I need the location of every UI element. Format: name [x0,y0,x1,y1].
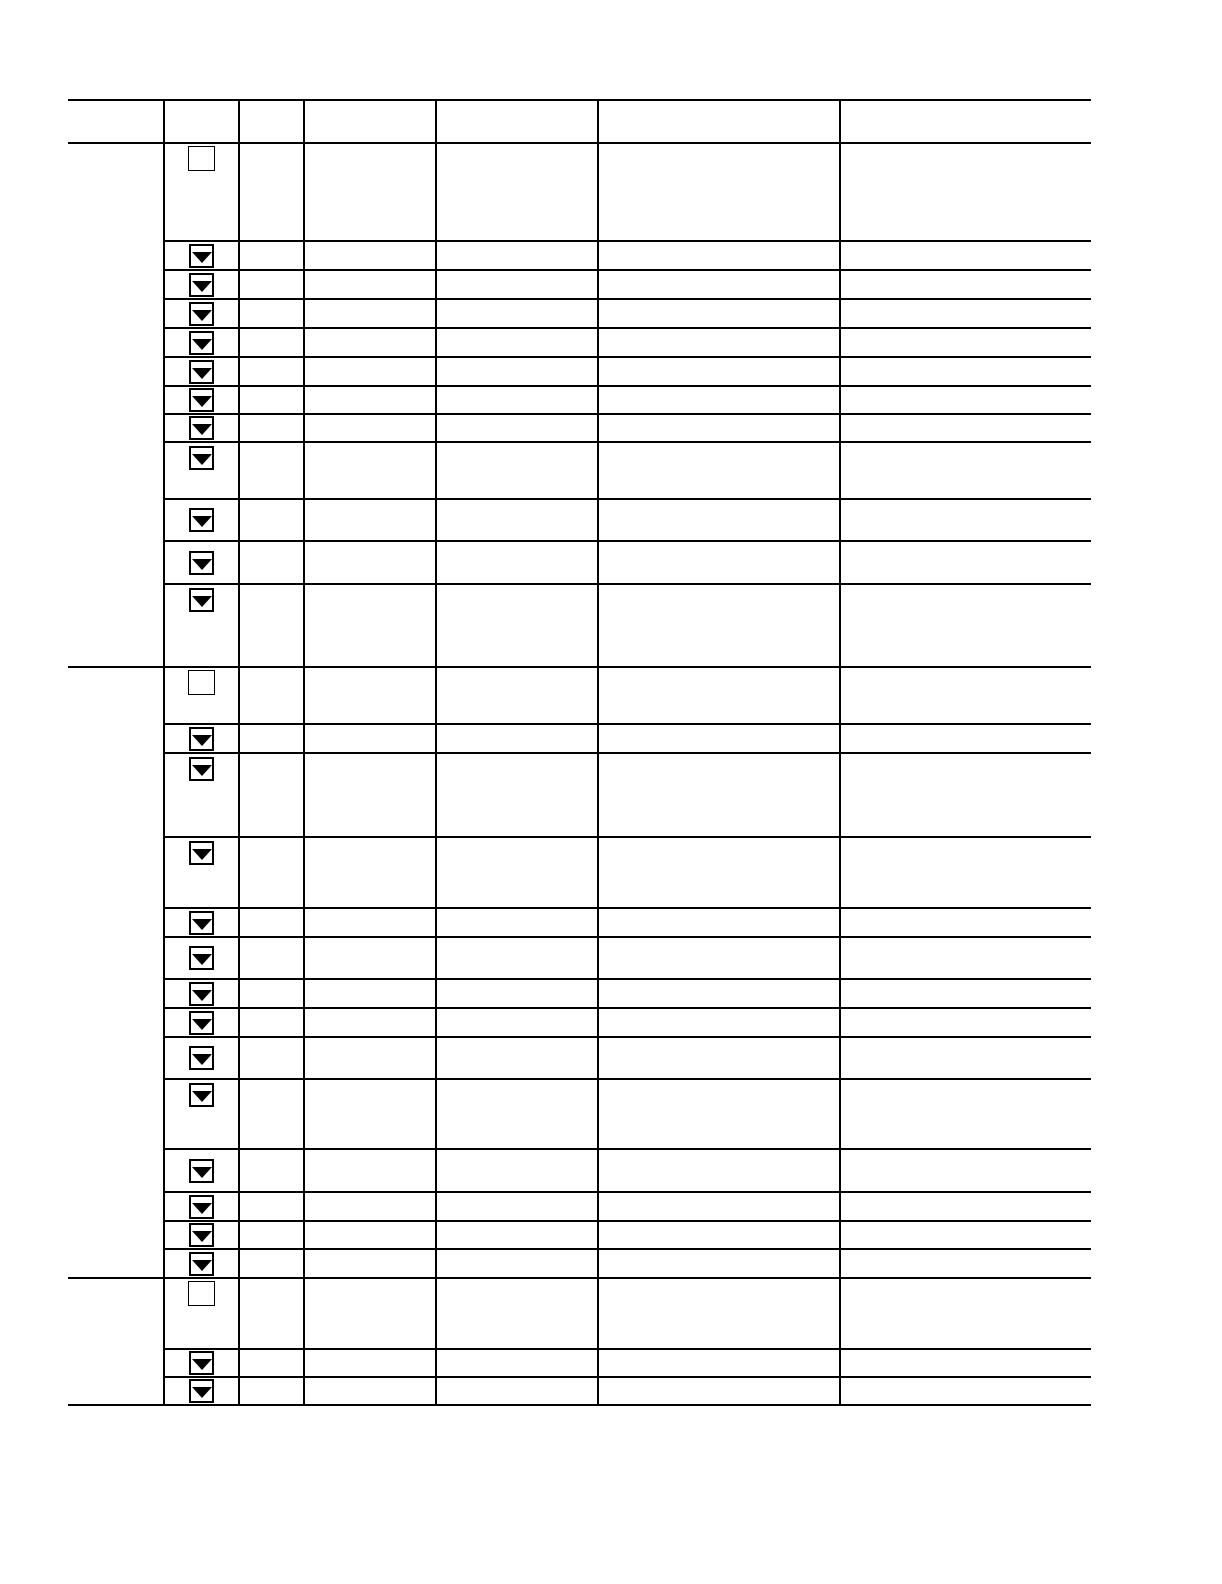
row-dropdown-button[interactable] [189,360,214,384]
table-cell[interactable] [308,446,432,495]
table-cell[interactable] [440,841,594,904]
table-cell[interactable] [844,446,1087,495]
row-dropdown-button[interactable] [189,1351,214,1375]
table-cell[interactable] [602,1196,836,1217]
table-cell[interactable] [440,671,594,720]
row-dropdown-button[interactable] [189,1083,214,1107]
table-cell[interactable] [243,1353,300,1373]
table-cell[interactable] [308,503,432,537]
table-cell[interactable] [602,671,836,720]
table-cell[interactable] [440,1381,594,1401]
table-cell[interactable] [602,757,836,833]
table-cell[interactable] [308,1041,432,1075]
table-cell[interactable] [308,1225,432,1245]
table-cell[interactable] [440,1253,594,1274]
table-cell[interactable] [844,1041,1087,1075]
table-cell[interactable] [844,274,1087,295]
table-cell[interactable] [243,757,300,833]
table-cell[interactable] [308,390,432,410]
table-cell[interactable] [440,418,594,438]
table-cell[interactable] [602,390,836,410]
table-cell[interactable] [602,728,836,749]
table-cell[interactable] [440,545,594,580]
table-cell[interactable] [440,1153,594,1188]
table-cell[interactable] [243,1041,300,1075]
table-cell[interactable] [844,245,1087,266]
table-cell[interactable] [308,1381,432,1401]
table-cell[interactable] [308,1253,432,1274]
table-cell[interactable] [308,1353,432,1373]
table-cell[interactable] [602,1381,836,1401]
row-dropdown-button[interactable] [189,757,214,781]
table-cell[interactable] [243,1282,300,1345]
table-cell[interactable] [308,361,432,382]
table-cell[interactable] [440,332,594,353]
table-cell[interactable] [308,757,432,833]
table-cell[interactable] [243,274,300,295]
table-cell[interactable] [308,332,432,353]
table-cell[interactable] [844,418,1087,438]
table-cell[interactable] [243,1012,300,1033]
table-bottom-rule [68,1404,1091,1406]
row-dropdown-button[interactable] [189,508,214,532]
table-cell[interactable] [844,1381,1087,1401]
table-cell[interactable] [844,941,1087,975]
table-cell[interactable] [243,1083,300,1145]
table-cell[interactable] [243,912,300,933]
table-cell[interactable] [243,983,300,1004]
table-cell[interactable] [602,503,836,537]
table-cell[interactable] [602,361,836,382]
table-cell[interactable] [602,1153,836,1188]
table-cell[interactable] [243,1381,300,1401]
table-cell[interactable] [844,912,1087,933]
row-dropdown-button[interactable] [189,727,214,751]
row-dropdown-button[interactable] [189,1379,214,1403]
table-cell[interactable] [308,1153,432,1188]
table-cell[interactable] [243,1153,300,1188]
row-checkbox[interactable] [188,670,215,695]
table-cell[interactable] [440,147,594,237]
table-cell[interactable] [602,418,836,438]
row-dropdown-button[interactable] [189,982,214,1006]
table-cell[interactable] [602,1282,836,1345]
column-rule [597,100,599,1405]
row-checkbox[interactable] [188,146,215,171]
row-dropdown-button[interactable] [189,388,214,412]
row-dropdown-button[interactable] [189,588,214,612]
table-cell[interactable] [602,841,836,904]
table-cell[interactable] [243,941,300,975]
table-cell[interactable] [844,545,1087,580]
table-cell[interactable] [844,1196,1087,1217]
table-cell[interactable] [308,728,432,749]
table-cell[interactable] [243,361,300,382]
table-cell[interactable] [440,983,594,1004]
table-cell[interactable] [243,1225,300,1245]
table-cell[interactable] [602,588,836,663]
table-cell[interactable] [602,1353,836,1373]
row-dropdown-button[interactable] [189,841,214,865]
table-cell[interactable] [243,545,300,580]
table-cell[interactable] [844,757,1087,833]
table-cell[interactable] [243,332,300,353]
column-rule [435,100,437,1405]
table-cell[interactable] [243,390,300,410]
table-cell[interactable] [308,841,432,904]
table-cell[interactable] [602,446,836,495]
table-cell[interactable] [440,757,594,833]
table-cell[interactable] [602,1041,836,1075]
group-rule [68,1277,1091,1279]
group-rule [68,666,1091,668]
row-dropdown-button[interactable] [189,911,214,935]
table-cell[interactable] [243,503,300,537]
table-cell[interactable] [440,446,594,495]
table-cell[interactable] [440,274,594,295]
table-cell[interactable] [602,1225,836,1245]
table-cell[interactable] [440,588,594,663]
table-cell[interactable] [602,545,836,580]
table-cell[interactable] [308,1196,432,1217]
table-cell[interactable] [602,1253,836,1274]
table-cell[interactable] [602,147,836,237]
row-dropdown-button[interactable] [189,244,214,268]
table-cell[interactable] [844,1282,1087,1345]
table-cell[interactable] [844,1012,1087,1033]
table-cell[interactable] [308,418,432,438]
table-cell[interactable] [844,728,1087,749]
table-cell[interactable] [844,983,1087,1004]
table-cell[interactable] [440,503,594,537]
table-cell[interactable] [440,390,594,410]
table-cell[interactable] [243,303,300,324]
group-rule [68,142,1091,144]
table-cell[interactable] [844,361,1087,382]
table-cell[interactable] [308,274,432,295]
row-dropdown-button[interactable] [189,302,214,326]
row-dropdown-button[interactable] [189,946,214,970]
table-cell[interactable] [440,1041,594,1075]
table-cell[interactable] [602,274,836,295]
table-cell[interactable] [844,503,1087,537]
table-cell[interactable] [440,1225,594,1245]
table-cell[interactable] [243,671,300,720]
row-dropdown-button[interactable] [189,551,214,575]
table-top-rule [68,99,1091,101]
table-cell[interactable] [844,332,1087,353]
table-cell[interactable] [844,588,1087,663]
row-dropdown-button[interactable] [189,446,214,470]
row-dropdown-button[interactable] [189,273,214,297]
table-cell[interactable] [440,245,594,266]
table-cell[interactable] [243,1196,300,1217]
table-cell[interactable] [844,390,1087,410]
table-cell[interactable] [243,418,300,438]
table-cell[interactable] [844,1153,1087,1188]
table-cell[interactable] [243,147,300,237]
table-cell[interactable] [602,912,836,933]
table-cell[interactable] [440,912,594,933]
table-cell[interactable] [844,1253,1087,1274]
table-cell[interactable] [602,1012,836,1033]
table-cell[interactable] [308,303,432,324]
table-cell[interactable] [243,841,300,904]
table-cell[interactable] [243,1253,300,1274]
table-cell[interactable] [602,1083,836,1145]
table-cell[interactable] [308,245,432,266]
row-dropdown-button[interactable] [189,1011,214,1035]
table-cell[interactable] [440,941,594,975]
column-rule [303,100,305,1405]
row-dropdown-button[interactable] [189,1046,214,1070]
table-cell[interactable] [440,1282,594,1345]
group-column-rule [163,100,165,1405]
table-cell[interactable] [308,1282,432,1345]
table-cell[interactable] [440,1083,594,1145]
table-cell[interactable] [440,1012,594,1033]
row-dropdown-button[interactable] [189,1159,214,1183]
row-dropdown-button[interactable] [189,416,214,440]
table-cell[interactable] [308,983,432,1004]
row-dropdown-button[interactable] [189,1223,214,1247]
table-cell[interactable] [602,983,836,1004]
table-cell[interactable] [440,1353,594,1373]
column-rule [238,100,240,1405]
table-cell[interactable] [844,841,1087,904]
table-cell[interactable] [243,245,300,266]
table-cell[interactable] [243,446,300,495]
table-cell[interactable] [602,941,836,975]
table-cell[interactable] [308,1012,432,1033]
table-cell[interactable] [602,332,836,353]
table-cell[interactable] [308,588,432,663]
table-cell[interactable] [308,1083,432,1145]
row-dropdown-button[interactable] [189,1252,214,1276]
row-dropdown-button[interactable] [189,1195,214,1219]
table-cell[interactable] [440,1196,594,1217]
table-cell[interactable] [308,671,432,720]
table-cell[interactable] [602,303,836,324]
column-rule [839,100,841,1405]
table-cell[interactable] [844,1083,1087,1145]
table-cell[interactable] [844,147,1087,237]
table-cell[interactable] [844,671,1087,720]
table-cell[interactable] [844,303,1087,324]
table-cell[interactable] [308,912,432,933]
table-cell[interactable] [440,728,594,749]
table-cell[interactable] [440,361,594,382]
table-cell[interactable] [243,728,300,749]
table-cell[interactable] [308,147,432,237]
row-checkbox[interactable] [188,1281,215,1306]
table-cell[interactable] [440,303,594,324]
table-cell[interactable] [844,1225,1087,1245]
table-cell[interactable] [844,1353,1087,1373]
table-cell[interactable] [602,245,836,266]
table-cell[interactable] [308,545,432,580]
row-dropdown-button[interactable] [189,331,214,355]
table-cell[interactable] [243,588,300,663]
table-cell[interactable] [308,941,432,975]
